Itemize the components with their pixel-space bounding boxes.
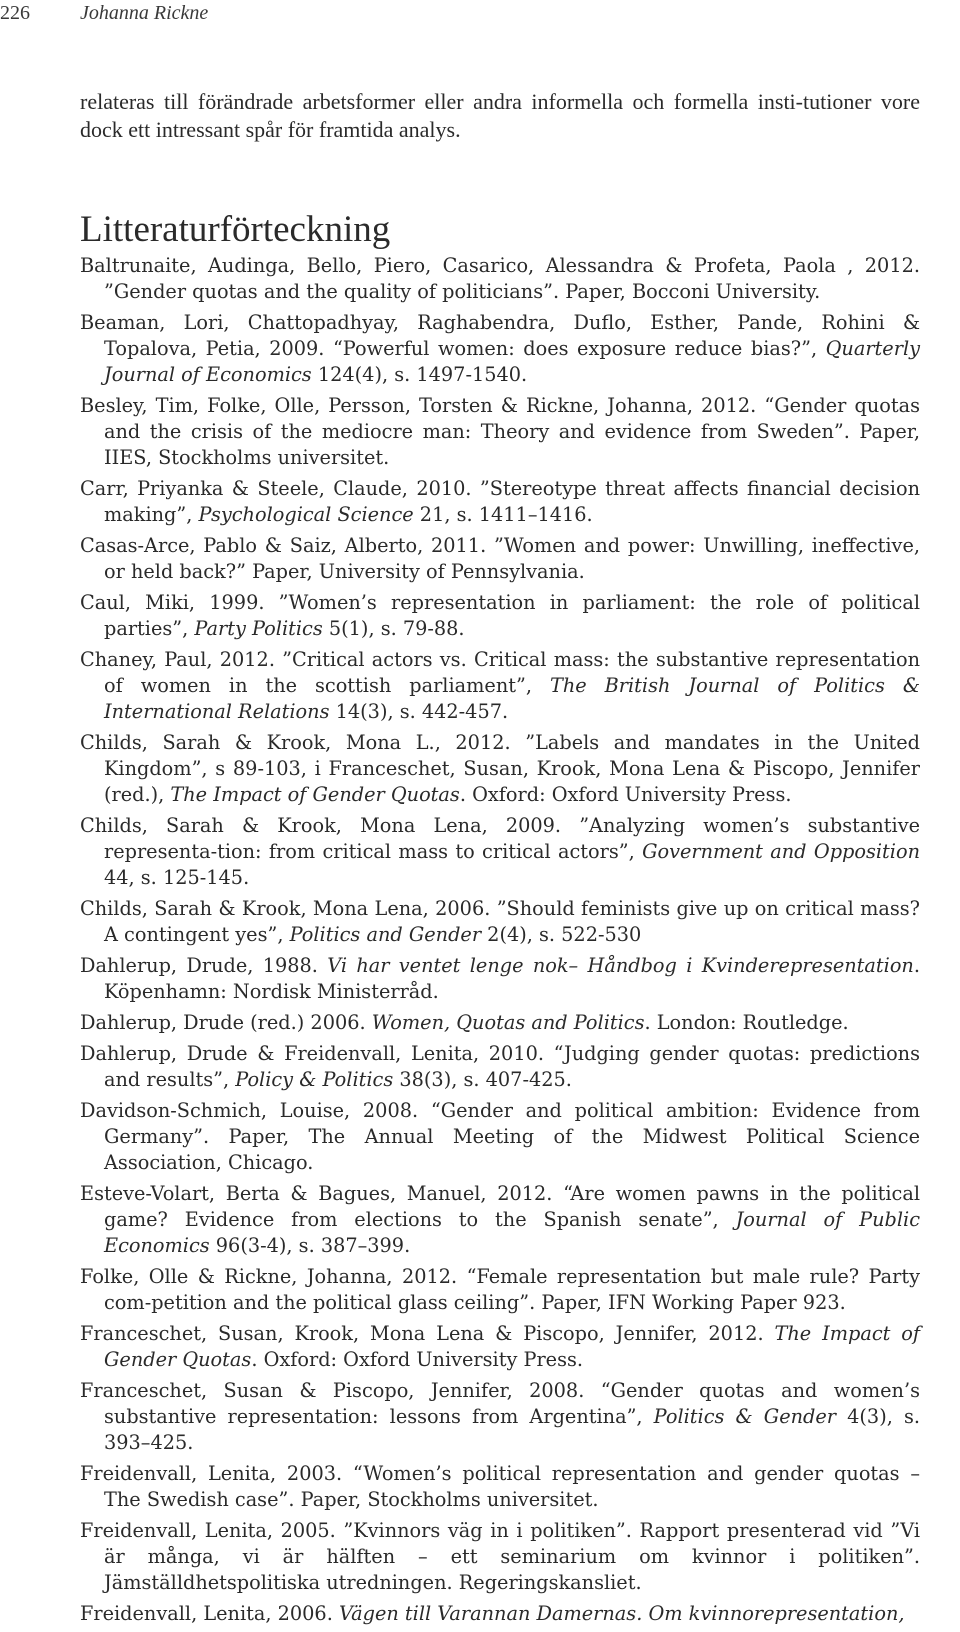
reference-item: Caul, Miki, 1999. ”Women’s representation in parliament: the role of political parties”, Party Politics 5(1), s. 79-88. — [80, 591, 920, 640]
section-title: Litteraturförteckning — [80, 209, 391, 250]
reference-item: Esteve-Volart, Berta & Bagues, Manuel, 2012. “Are women pawns in the political game? Evidence from elections to the Spanish senate”, Journal of Public Economics 96(3-4), s. 387–399. — [80, 1182, 920, 1257]
page-header — [0, 0, 960, 30]
reference-item: Freidenvall, Lenita, 2005. ”Kvinnors väg in i politiken”. Rapport presenterad vid ”Vi är många, vi är hälften – ett seminarium om kvinnor i politiken”. Jämställdhetspolitiska utredningen. Regeringskansliet. — [80, 1519, 920, 1594]
reference-item: Dahlerup, Drude, 1988. Vi har ventet lenge nok– Håndbog i Kvinderepresentation. Köpenhamn: Nordisk Ministerråd. — [80, 954, 920, 1003]
reference-item: Baltrunaite, Audinga, Bello, Piero, Casarico, Alessandra & Profeta, Paola , 2012. ”Gender quotas and the quality of politicians”. Paper, Bocconi University. — [80, 254, 920, 303]
page-number: 226 — [0, 2, 30, 24]
reference-item: Childs, Sarah & Krook, Mona L., 2012. ”Labels and mandates in the United Kingdom”, s 89-103, i Franceschet, Susan, Krook, Mona Lena & Piscopo, Jennifer (red.), The Impact of Gender Quotas. Oxford: Oxford University Press. — [80, 731, 920, 806]
reference-item: Dahlerup, Drude & Freidenvall, Lenita, 2010. “Judging gender quotas: predictions and results”, Policy & Politics 38(3), s. 407-425. — [80, 1042, 920, 1091]
intro-paragraph: relateras till förändrade arbetsformer eller andra informella och formella insti-tutioner vore dock ett intressant spår för framtida analys. — [80, 89, 920, 142]
reference-item: Davidson-Schmich, Louise, 2008. “Gender and political ambition: Evidence from Germany”. Paper, The Annual Meeting of the Midwest Political Science Association, Chicago. — [80, 1099, 920, 1174]
reference-item: Besley, Tim, Folke, Olle, Persson, Torsten & Rickne, Johanna, 2012. “Gender quotas and the crisis of the mediocre man: Theory and evidence from Sweden”. Paper, IIES, Stockholms universitet. — [80, 394, 920, 469]
reference-item: Childs, Sarah & Krook, Mona Lena, 2006. ”Should feminists give up on critical mass? A contingent yes”, Politics and Gender 2(4), s. 522-530 — [80, 897, 920, 946]
reference-item: Franceschet, Susan, Krook, Mona Lena & Piscopo, Jennifer, 2012. The Impact of Gender Quotas. Oxford: Oxford University Press. — [80, 1322, 920, 1371]
reference-item: Dahlerup, Drude (red.) 2006. Women, Quotas and Politics. London: Routledge. — [80, 1011, 849, 1034]
reference-item: Casas-Arce, Pablo & Saiz, Alberto, 2011. ”Women and power: Unwilling, ineffective, or held back?” Paper, University of Pennsylvania. — [80, 534, 920, 583]
reference-item: Carr, Priyanka & Steele, Claude, 2010. ”Stereotype threat affects financial decision making”, Psychological Science 21, s. 1411–1416. — [80, 477, 920, 526]
reference-item: Folke, Olle & Rickne, Johanna, 2012. “Female representation but male rule? Party com-petition and the political glass ceiling”. Paper, IFN Working Paper 923. — [80, 1265, 920, 1314]
reference-item: Freidenvall, Lenita, 2003. “Women’s political representation and gender quotas – The Swedish case”. Paper, Stockholms universitet. — [80, 1462, 920, 1511]
reference-item: Childs, Sarah & Krook, Mona Lena, 2009. ”Analyzing women’s substantive representa-tion: from critical mass to critical actors”, Government and Opposition 44, s. 125-145. — [80, 814, 920, 889]
reference-list — [80, 253, 920, 1632]
reference-item: Freidenvall, Lenita, 2006. Vägen till Varannan Damernas. Om kvinnorepresentation, — [80, 1602, 905, 1625]
reference-item: Franceschet, Susan & Piscopo, Jennifer, 2008. “Gender quotas and women’s substantive representation: lessons from Argentina”, Politics & Gender 4(3), s. 393–425. — [80, 1379, 920, 1454]
reference-item: Beaman, Lori, Chattopadhyay, Raghabendra, Duflo, Esther, Pande, Rohini & Topalova, Petia, 2009. “Powerful women: does exposure reduce bias?”, Quarterly Journal of Economics 124(4), s. 1497-1540. — [80, 311, 920, 386]
reference-item: Chaney, Paul, 2012. ”Critical actors vs. Critical mass: the substantive representation of women in the scottish parliament”, The British Journal of Politics & International Relations 14(3), s. 442-457. — [80, 648, 920, 723]
running-head: Johanna Rickne — [80, 2, 209, 24]
